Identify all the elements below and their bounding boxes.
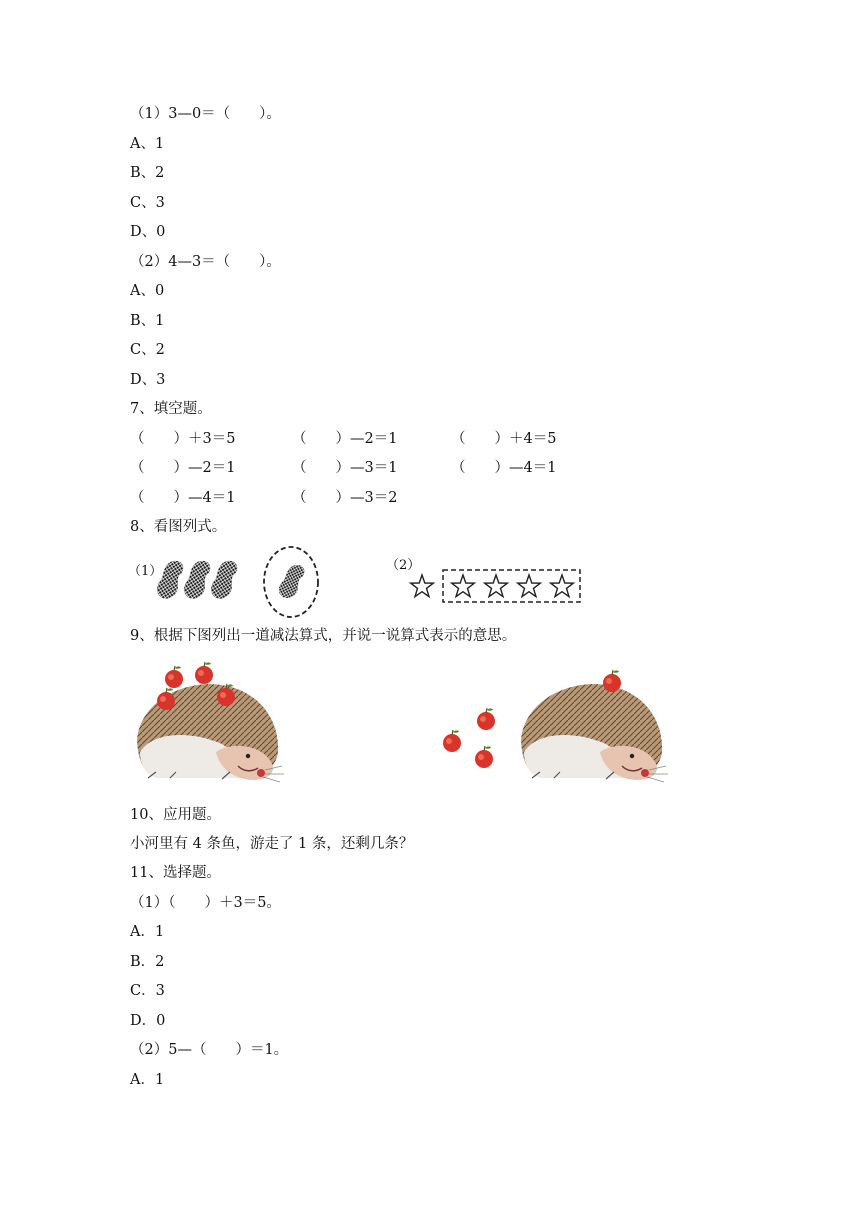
star-icon xyxy=(551,575,574,597)
apple-icon xyxy=(157,688,175,710)
q9-title: 9、根据下图列出一道减法算式，并说一说算式表示的意思。 xyxy=(130,628,517,644)
q7-blank-r3c2: （ ）—3＝2 xyxy=(292,490,398,506)
q7-blank-r1c1: （ ）＋3＝5 xyxy=(130,431,236,447)
q-prev-sub2-option-a: A、0 xyxy=(130,283,165,299)
q11-sub2-stem: （2）5—（ ）＝1。 xyxy=(130,1042,289,1058)
star-icon xyxy=(411,575,434,597)
q11-sub1-option-c: C．3 xyxy=(130,983,165,999)
peanut-icon xyxy=(155,558,184,601)
q11-title: 11、选择题。 xyxy=(130,865,221,881)
q-prev-sub1-option-d: D、0 xyxy=(130,224,166,240)
q11-sub1-option-b: B．2 xyxy=(130,954,165,970)
q-prev-sub1-option-b: B、2 xyxy=(130,165,165,181)
q-prev-sub2-stem: （2）4—3＝（ ）。 xyxy=(130,254,281,270)
apple-icon xyxy=(443,730,461,752)
star-icon xyxy=(485,575,508,597)
apple-icon xyxy=(195,662,213,684)
q-prev-sub1-option-c: C、3 xyxy=(130,195,165,211)
apple-icon xyxy=(165,666,183,688)
q7-blank-r1c2: （ ）—2＝1 xyxy=(292,431,398,447)
q8-label-1: （1） xyxy=(128,564,163,579)
q10-title: 10、应用题。 xyxy=(130,807,221,823)
q11-sub1-option-d: D．0 xyxy=(130,1013,166,1029)
q-prev-sub2-option-d: D、3 xyxy=(130,372,166,388)
peanut-icon xyxy=(182,558,211,601)
q7-blank-r2c3: （ ）—4＝1 xyxy=(451,460,557,476)
q-prev-sub2-option-b: B、1 xyxy=(130,313,165,329)
q-prev-sub1-stem: （1）3—0＝（ ）。 xyxy=(130,106,281,122)
q7-blank-r3c1: （ ）—4＝1 xyxy=(130,490,236,506)
hedgehog-with-apples-figure xyxy=(130,660,290,788)
hedgehog-dropped-apples-figure xyxy=(436,660,676,788)
q11-sub1-option-a: A．1 xyxy=(130,924,165,940)
q7-blank-r1c3: （ ）＋4＝5 xyxy=(451,431,557,447)
peanut-icon xyxy=(209,558,238,601)
star-icon xyxy=(452,575,475,597)
q7-title: 7、填空题。 xyxy=(130,401,212,417)
q8-label-2: （2） xyxy=(386,558,421,573)
q11-sub2-option-a: A．1 xyxy=(130,1072,165,1088)
star-icon xyxy=(518,575,541,597)
q-prev-sub1-option-a: A、1 xyxy=(130,136,165,152)
q10-body: 小河里有 4 条鱼，游走了 1 条，还剩几条？ xyxy=(130,836,414,852)
peanuts-figure xyxy=(152,544,322,622)
q11-sub1-stem: （1）（ ）＋3＝5。 xyxy=(130,895,281,911)
apple-icon xyxy=(477,708,495,730)
stars-figure xyxy=(405,567,585,605)
q-prev-sub2-option-c: C、2 xyxy=(130,342,165,358)
apple-icon xyxy=(475,746,493,768)
q7-blank-r2c2: （ ）—3＝1 xyxy=(292,460,398,476)
q8-title: 8、看图列式。 xyxy=(130,519,227,535)
hedgehog-icon xyxy=(521,684,668,782)
apple-icon xyxy=(603,670,621,692)
peanut-icon xyxy=(277,561,306,601)
q7-blank-r2c1: （ ）—2＝1 xyxy=(130,460,236,476)
